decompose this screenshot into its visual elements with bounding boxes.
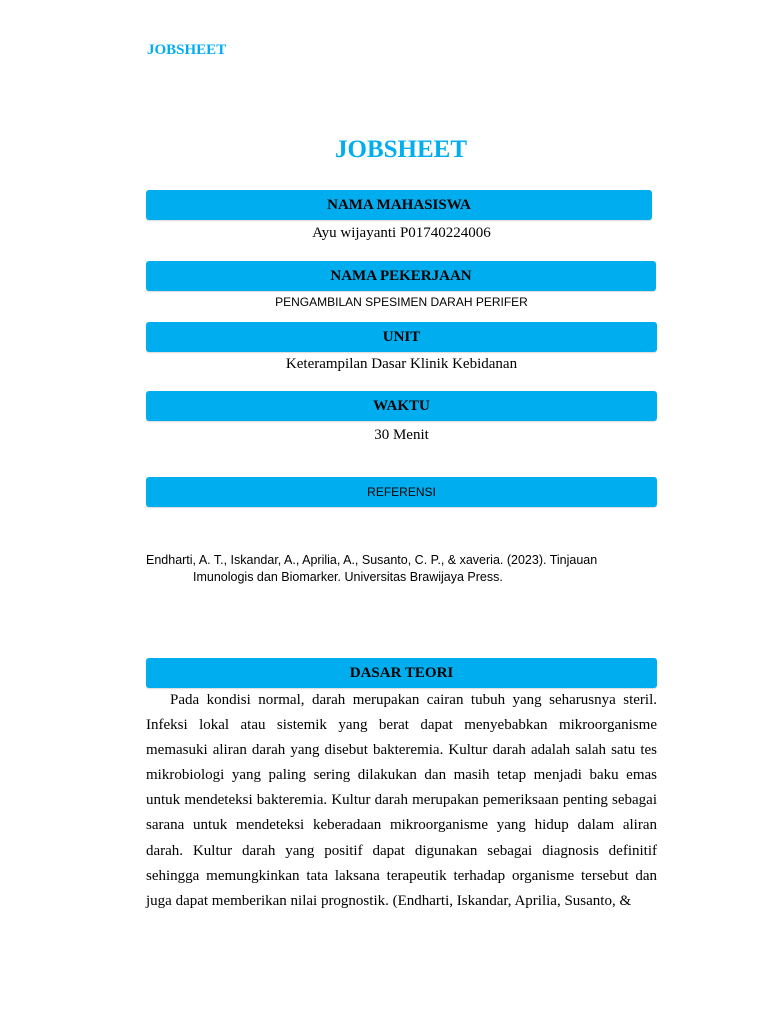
- references-header: REFERENSI: [146, 477, 657, 507]
- theory-paragraph: Pada kondisi normal, darah merupakan cairan tubuh yang seharusnya steril. Infeksi lokal atau sistemik yang berat dapat menyebabkan mikroorganisme memasuki aliran darah yang disebut bakteremia. Kultur darah adalah salah satu tes mikrobiologi yang paling sering dilakukan dan masih tetap menjadi baku emas untuk mendeteksi bakteremia. Kultur darah merupakan pemeriksaan penting sebagai sarana untuk mendeteksi keberadaan mikroorganisme yang hidup dalam aliran darah. Kultur darah yang positif dapat digunakan sebagai diagnosis definitif sehingga memungkinkan tata laksana terapeutik terhadap organisme tersebut dan juga dapat memberikan nilai prognostik. (Endharti, Iskandar, Aprilia, Susanto, &: [146, 692, 657, 909]
- unit-header: UNIT: [146, 322, 657, 352]
- unit-value: Keterampilan Dasar Klinik Kebidanan: [285, 356, 518, 372]
- student-name-value: Ayu wijayanti P01740224006: [312, 225, 491, 241]
- time-header: WAKTU: [146, 391, 657, 421]
- student-name-header: NAMA MAHASISWA: [146, 190, 652, 220]
- job-name-value: PENGAMBILAN SPESIMEN DARAH PERIFER: [275, 295, 528, 309]
- time-value: 30 Menit: [374, 427, 429, 443]
- theory-header: DASAR TEORI: [146, 658, 657, 688]
- reference-entry: Endharti, A. T., Iskandar, A., Aprilia, A., Susanto, C. P., & xaveria. (2023). Tinjauan Imunologis dan Biomarker. Universitas Brawijaya Press.: [146, 553, 598, 584]
- page-title: JOBSHEET: [335, 136, 467, 163]
- running-header: JOBSHEET: [147, 42, 227, 58]
- job-name-header: NAMA PEKERJAAN: [146, 261, 656, 291]
